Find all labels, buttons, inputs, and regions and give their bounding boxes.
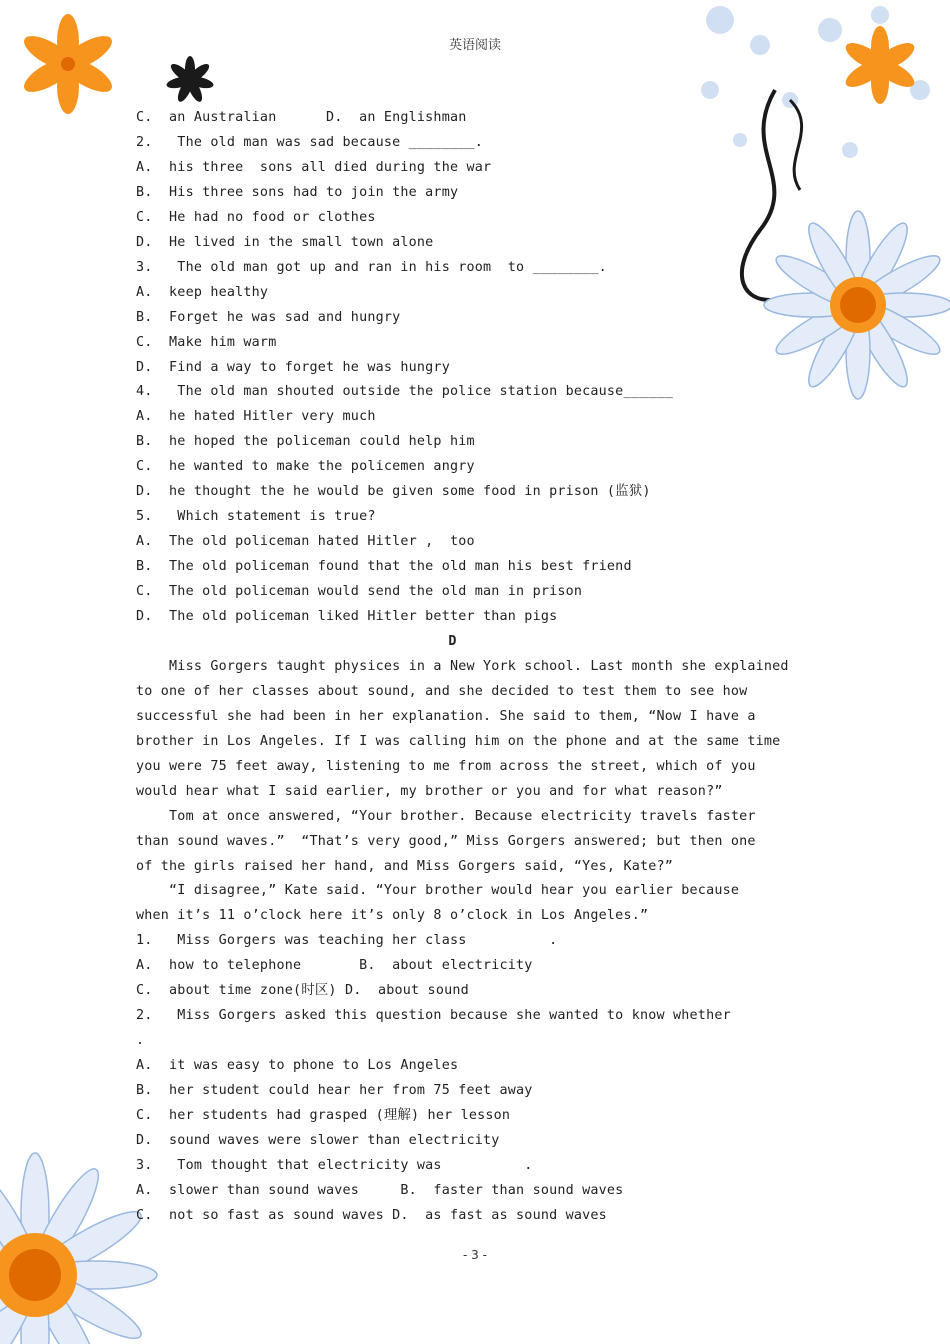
orange-flower-top-left-icon (18, 14, 118, 114)
text-line: C. about time zone(时区) D. about sound (136, 983, 469, 999)
floral-corner-top-right-icon (680, 0, 950, 410)
text-line: B. her student could hear her from 75 feet away (136, 1083, 533, 1099)
black-flower-icon (162, 52, 218, 108)
text-line: B. he hoped the policeman could help him (136, 434, 475, 450)
section-heading: D (448, 633, 457, 649)
text-line: A. keep healthy (136, 284, 269, 300)
text-line: brother in Los Angeles. If I was calling him on the phone and at the same time (136, 733, 781, 749)
text-line: C. an Australian D. an Englishman (136, 110, 467, 125)
text-line: B. Forget he was sad and hungry (136, 309, 401, 325)
text-line: 4. The old man shouted outside the police station because______ (136, 384, 674, 400)
text-line: A. The old policeman hated Hitler , too (136, 534, 475, 550)
text-line: A. he hated Hitler very much (136, 409, 376, 425)
text-line: 5. Which statement is true? (136, 509, 376, 525)
text-line: B. His three sons had to join the army (136, 184, 459, 200)
text-line: A. how to telephone B. about electricity (136, 958, 533, 974)
text-line: A. his three sons all died during the war (136, 159, 492, 175)
text-line: 2. Miss Gorgers asked this question because she wanted to know whether (136, 1008, 731, 1024)
text-line: D. The old policeman liked Hitler better than pigs (136, 609, 558, 624)
text-line: you were 75 feet away, listening to me from across the street, which of you (136, 758, 756, 774)
text-line: C. not so fast as sound waves D. as fast as sound waves (136, 1207, 607, 1223)
text-line: C. The old policeman would send the old man in prison (136, 584, 583, 600)
text-line: C. Make him warm (136, 334, 277, 350)
text-line: 3. Tom thought that electricity was . (136, 1157, 533, 1173)
text-line: C. he wanted to make the policemen angry (136, 459, 475, 475)
text-line: D. He lived in the small town alone (136, 234, 434, 250)
text-line: of the girls raised her hand, and Miss Gorgers said, “Yes, Kate?” (136, 858, 674, 874)
text-line: successful she had been in her explanation. She said to them, “Now I have a (136, 708, 756, 724)
text-line: C. He had no food or clothes (136, 209, 376, 225)
text-line: B. The old policeman found that the old man his best friend (136, 559, 632, 575)
text-line: . (136, 1033, 145, 1049)
text-line: C. her students had grasped (理解) her lesson (136, 1108, 511, 1123)
text-line: to one of her classes about sound, and she decided to test them to see how (136, 683, 748, 699)
text-line: Tom at once answered, “Your brother. Because electricity travels faster (136, 808, 756, 824)
text-line: 1. Miss Gorgers was teaching her class . (136, 933, 558, 949)
text-line: D. Find a way to forget he was hungry (136, 359, 450, 375)
text-line: D. he thought the he would be given some food in prison (监狱) (136, 484, 651, 500)
text-line: 3. The old man got up and ran in his room to ________. (136, 259, 607, 275)
text-line: would hear what I said earlier, my brother or you and for what reason?” (136, 783, 723, 799)
text-line: A. slower than sound waves B. faster than sound waves (136, 1182, 624, 1198)
text-line: “I disagree,” Kate said. “Your brother would hear you earlier because (136, 883, 740, 899)
page-header: 英语阅读 (448, 38, 501, 53)
text-line: 2. The old man was sad because ________. (136, 134, 483, 150)
text-line: Miss Gorgers taught physices in a New York school. Last month she explained (136, 658, 789, 674)
page-number: - 3 - (463, 1248, 487, 1262)
text-line: than sound waves.” “That’s very good,” Miss Gorgers answered; but then one (136, 833, 756, 849)
text-line: A. it was easy to phone to Los Angeles (136, 1058, 459, 1074)
text-line: when it’s 11 o’clock here it’s only 8 o’clock in Los Angeles.” (136, 908, 649, 924)
text-line: D. sound waves were slower than electricity (136, 1132, 500, 1148)
